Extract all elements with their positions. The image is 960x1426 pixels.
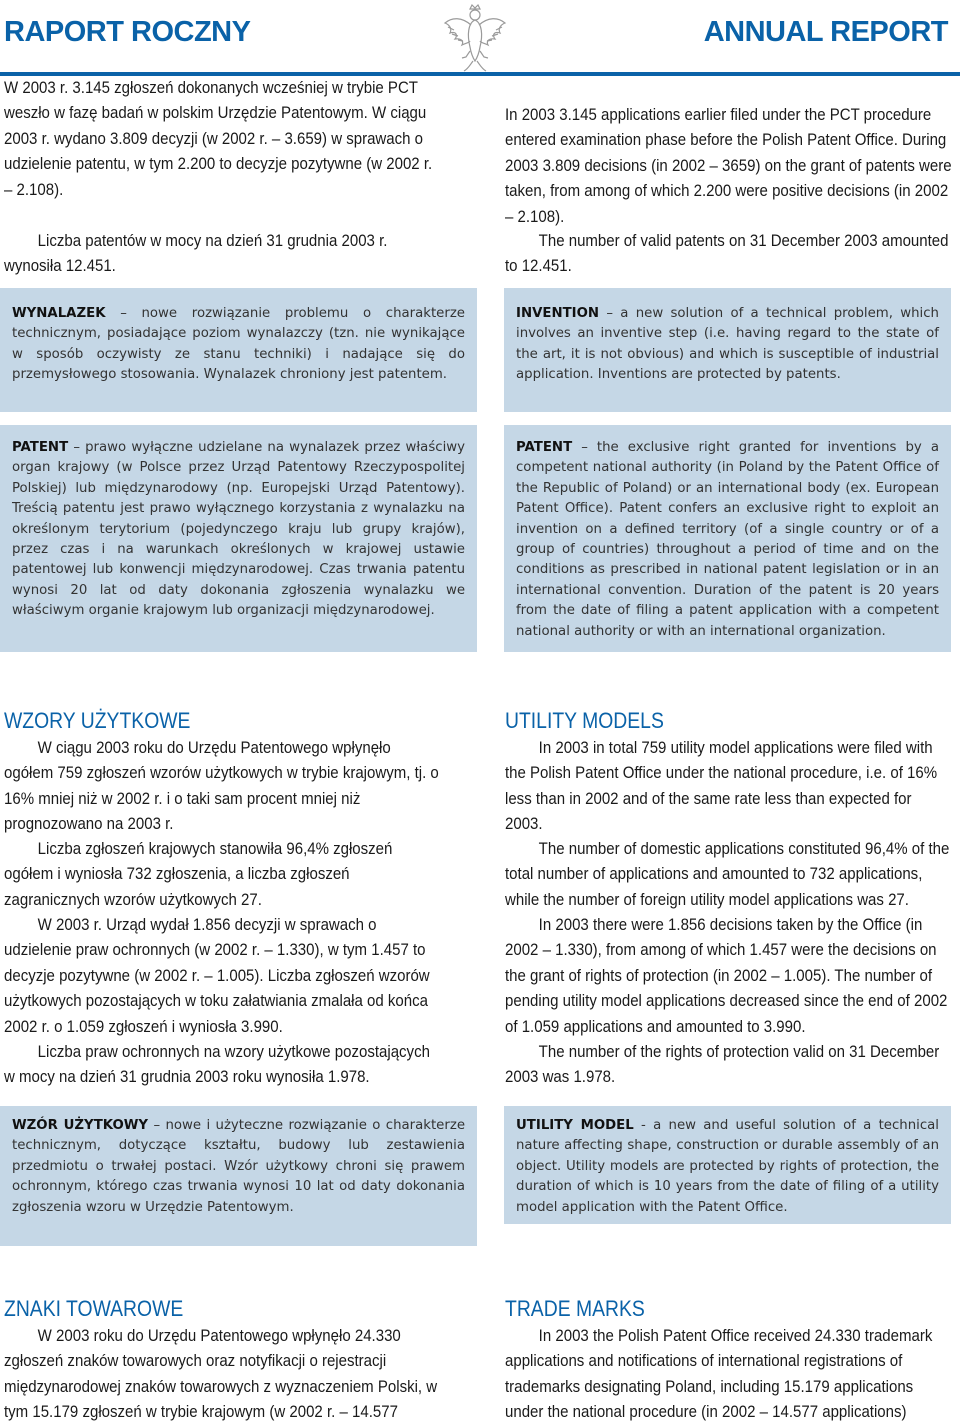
definition-term: PATENT: [12, 440, 69, 455]
definition-text: – the exclusive right granted for inventions by a competent national authority (in Poland by the Patent Office of the Republic of Poland) or an international body (ex. European Patent Office). Patent confers an exclusive right to exploit an invention on a defined territory (of a single country or of a group of countries) throughout a period of time and on the conditions as prescribed in national patent legislation or in an international convention. Duration of the patent is 20 years from the date of filing a patent application with a competent national authority or with an international organization.: [516, 440, 939, 639]
utility-en-paragraph-1: In 2003 in total 759 utility model applications were filed with the Polish Patent Office under the national procedure, i.e. of 16% less than in 2002 and of the same rate less than expected for 2003.: [505, 739, 938, 834]
definition-text: – prawo wyłączne udzielane na wynalazek przez właściwy organ krajowy (w Polsce przez Urząd Patentowy Rzeczypospolitej Polskiej) lub międzynarodowy (np. Europejski Urząd Patentowy). Treścią patentu jest prawo wyłącznego korzystania z wynalazku na określonym terytorium (pojedynczego kraju lub grupy krajów), przez czas i na warunkach określonych w krajowej ustawie patentowej lub konwencji międzynarodowej. Czas trwania patentu wynosi 20 lat od daty dokonania zgłoszenia wynalazku we właściwym organie krajowym lub organizacji międzynarodowej.: [12, 440, 466, 619]
definition-term: INVENTION: [516, 306, 600, 321]
header-title-polish: RAPORT ROCZNY: [4, 16, 251, 48]
patent-definition-box-en: [504, 425, 951, 652]
utility-en-paragraph-2: The number of domestic applications constituted 96,4% of the total number of applications and amounted to 732 applications, while the number of foreign utility model applications was 27.: [505, 840, 950, 909]
intro-pl-paragraph-1: W 2003 r. 3.145 zgłoszeń dokonanych wcześniej w trybie PCT weszło w fazę badań w polskim Urzędzie Patentowym. W ciągu 2003 r. wydano 3.809 decyzji (w 2002 r. – 3.659) w sprawach o udzielenie patentu, w tym 2.200 to decyzje pozytywne (w 2002 r. – 2.108).: [4, 79, 433, 199]
section-heading-utility-models-en: UTILITY MODELS: [505, 708, 664, 733]
definition-text: – nowe i użyteczne rozwiązanie o charakterze technicznym, dotyczące kształtu, budowy lub zestawienia przedmiotu o trwałej postaci. Wzór użytkowy chroni się prawem ochronnym, którego czas trwania wynosi 10 lat od daty dokonania zgłoszenia wzoru w Urzędzie Patentowym.: [12, 1118, 465, 1215]
utility-model-definition-box-en: [504, 1106, 951, 1224]
definition-term: PATENT: [516, 440, 573, 455]
definition-term: WZÓR UŻYTKOWY: [12, 1118, 149, 1133]
polish-eagle-emblem-icon: [440, 3, 510, 75]
section-heading-trade-marks-en: TRADE MARKS: [505, 1296, 645, 1321]
intro-en-paragraph-2: The number of valid patents on 31 December 2003 amounted to 12.451.: [505, 232, 949, 276]
invention-definition-box-en: [504, 288, 951, 412]
utility-pl-paragraph-2: Liczba zgłoszeń krajowych stanowiła 96,4% zgłoszeń ogółem i wyniosła 732 zgłoszenia, a liczba zgłoszeń zagranicznych wzorów użytkowych 27.: [4, 840, 393, 909]
trademarks-en-paragraph-1: In 2003 the Polish Patent Office received 24.330 trademark applications and notifications of international registrations of trademarks designating Poland, including 15.179 applications under the national procedure (in 2002 – 14.577 applications): [505, 1327, 933, 1422]
section-heading-utility-models-pl: WZORY UŻYTKOWE: [4, 708, 191, 733]
utility-pl-paragraph-4: Liczba praw ochronnych na wzory użytkowe pozostających w mocy na dzień 31 grudnia 2003 roku wynosiła 1.978.: [4, 1043, 430, 1087]
definition-term: UTILITY MODEL: [516, 1118, 634, 1133]
intro-pl-paragraph-2: Liczba patentów w mocy na dzień 31 grudnia 2003 r. wynosiła 12.451.: [4, 232, 388, 276]
definition-text: - a new and useful solution of a technical nature affecting shape, construction or durable assembly of an object. Utility models are protected by rights of protection, the duration of which is 10 years from the date of filing of a utility model application with the Patent Office.: [516, 1118, 940, 1215]
intro-en-paragraph-1: In 2003 3.145 applications earlier filed under the PCT procedure entered examination phase before the Polish Patent Office. During 2003 3.809 decisions (in 2002 – 3659) on the grant of patents were taken, from among of which 2.200 were positive decisions (in 2002 – 2.108).: [505, 106, 952, 226]
utility-pl-paragraph-1: W ciągu 2003 roku do Urzędu Patentowego wpłynęło ogółem 759 zgłoszeń wzorów użytkowych w trybie krajowym, tj. o 16% mniej niż w 2002 r. i o taki sam procent mniej niż prognozowano na 2003 r.: [4, 739, 439, 834]
utility-en-paragraph-3: In 2003 there were 1.856 decisions taken by the Office (in 2002 – 1.330), from among of which 1.457 were the decisions on the grant of rights of protection (in 2002 – 1.005). The number of pending utility model applications decreased since the end of 2002 of 1.059 applications and amounted to 3.990.: [505, 916, 948, 1036]
utility-model-definition-box-pl: [0, 1106, 477, 1246]
invention-definition-box-pl: [0, 288, 477, 412]
trademarks-pl-paragraph-1: W 2003 roku do Urzędu Patentowego wpłynęło 24.330 zgłoszeń znaków towarowych oraz notyfikacji o rejestracji międzynarodowej znaków towarowych z wyznaczeniem Polski, w tym 15.179 zgłoszeń w trybie krajowym (w 2002 r. – 14.577: [4, 1327, 438, 1422]
definition-text: – a new solution of a technical problem, which involves an inventive step (i.e. having regard to the state of the art, it is not obvious) and which is susceptible of industrial application. Inventions are protected by patents.: [516, 306, 939, 383]
utility-en-paragraph-4: The number of the rights of protection valid on 31 December 2003 was 1.978.: [505, 1043, 940, 1087]
patent-definition-box-pl: [0, 425, 477, 652]
utility-pl-paragraph-3: W 2003 r. Urząd wydał 1.856 decyzji w sprawach o udzielenie praw ochronnych (w 2002 r. – 1.330), w tym 1.457 to decyzje pozytywne (w 2002 r. – 1.005). Liczba zgłoszeń wzorów użytkowych pozostających w toku załatwiania zmalała od końca 2002 r. o 1.059 zgłoszeń i wyniosła 3.990.: [4, 916, 430, 1036]
definition-term: WYNALAZEK: [12, 306, 106, 321]
header-title-english: ANNUAL REPORT: [703, 16, 948, 48]
definition-text: – nowe rozwiązanie problemu o charakterze technicznym, posiadające poziom wynalazczy (tzn. nie wynikające w sposób oczywisty ze stanu techniki) i nadające się do przemysłowego stosowania. Wynalazek chroniony jest patentem.: [12, 306, 465, 383]
section-heading-trade-marks-pl: ZNAKI TOWAROWE: [4, 1296, 184, 1321]
